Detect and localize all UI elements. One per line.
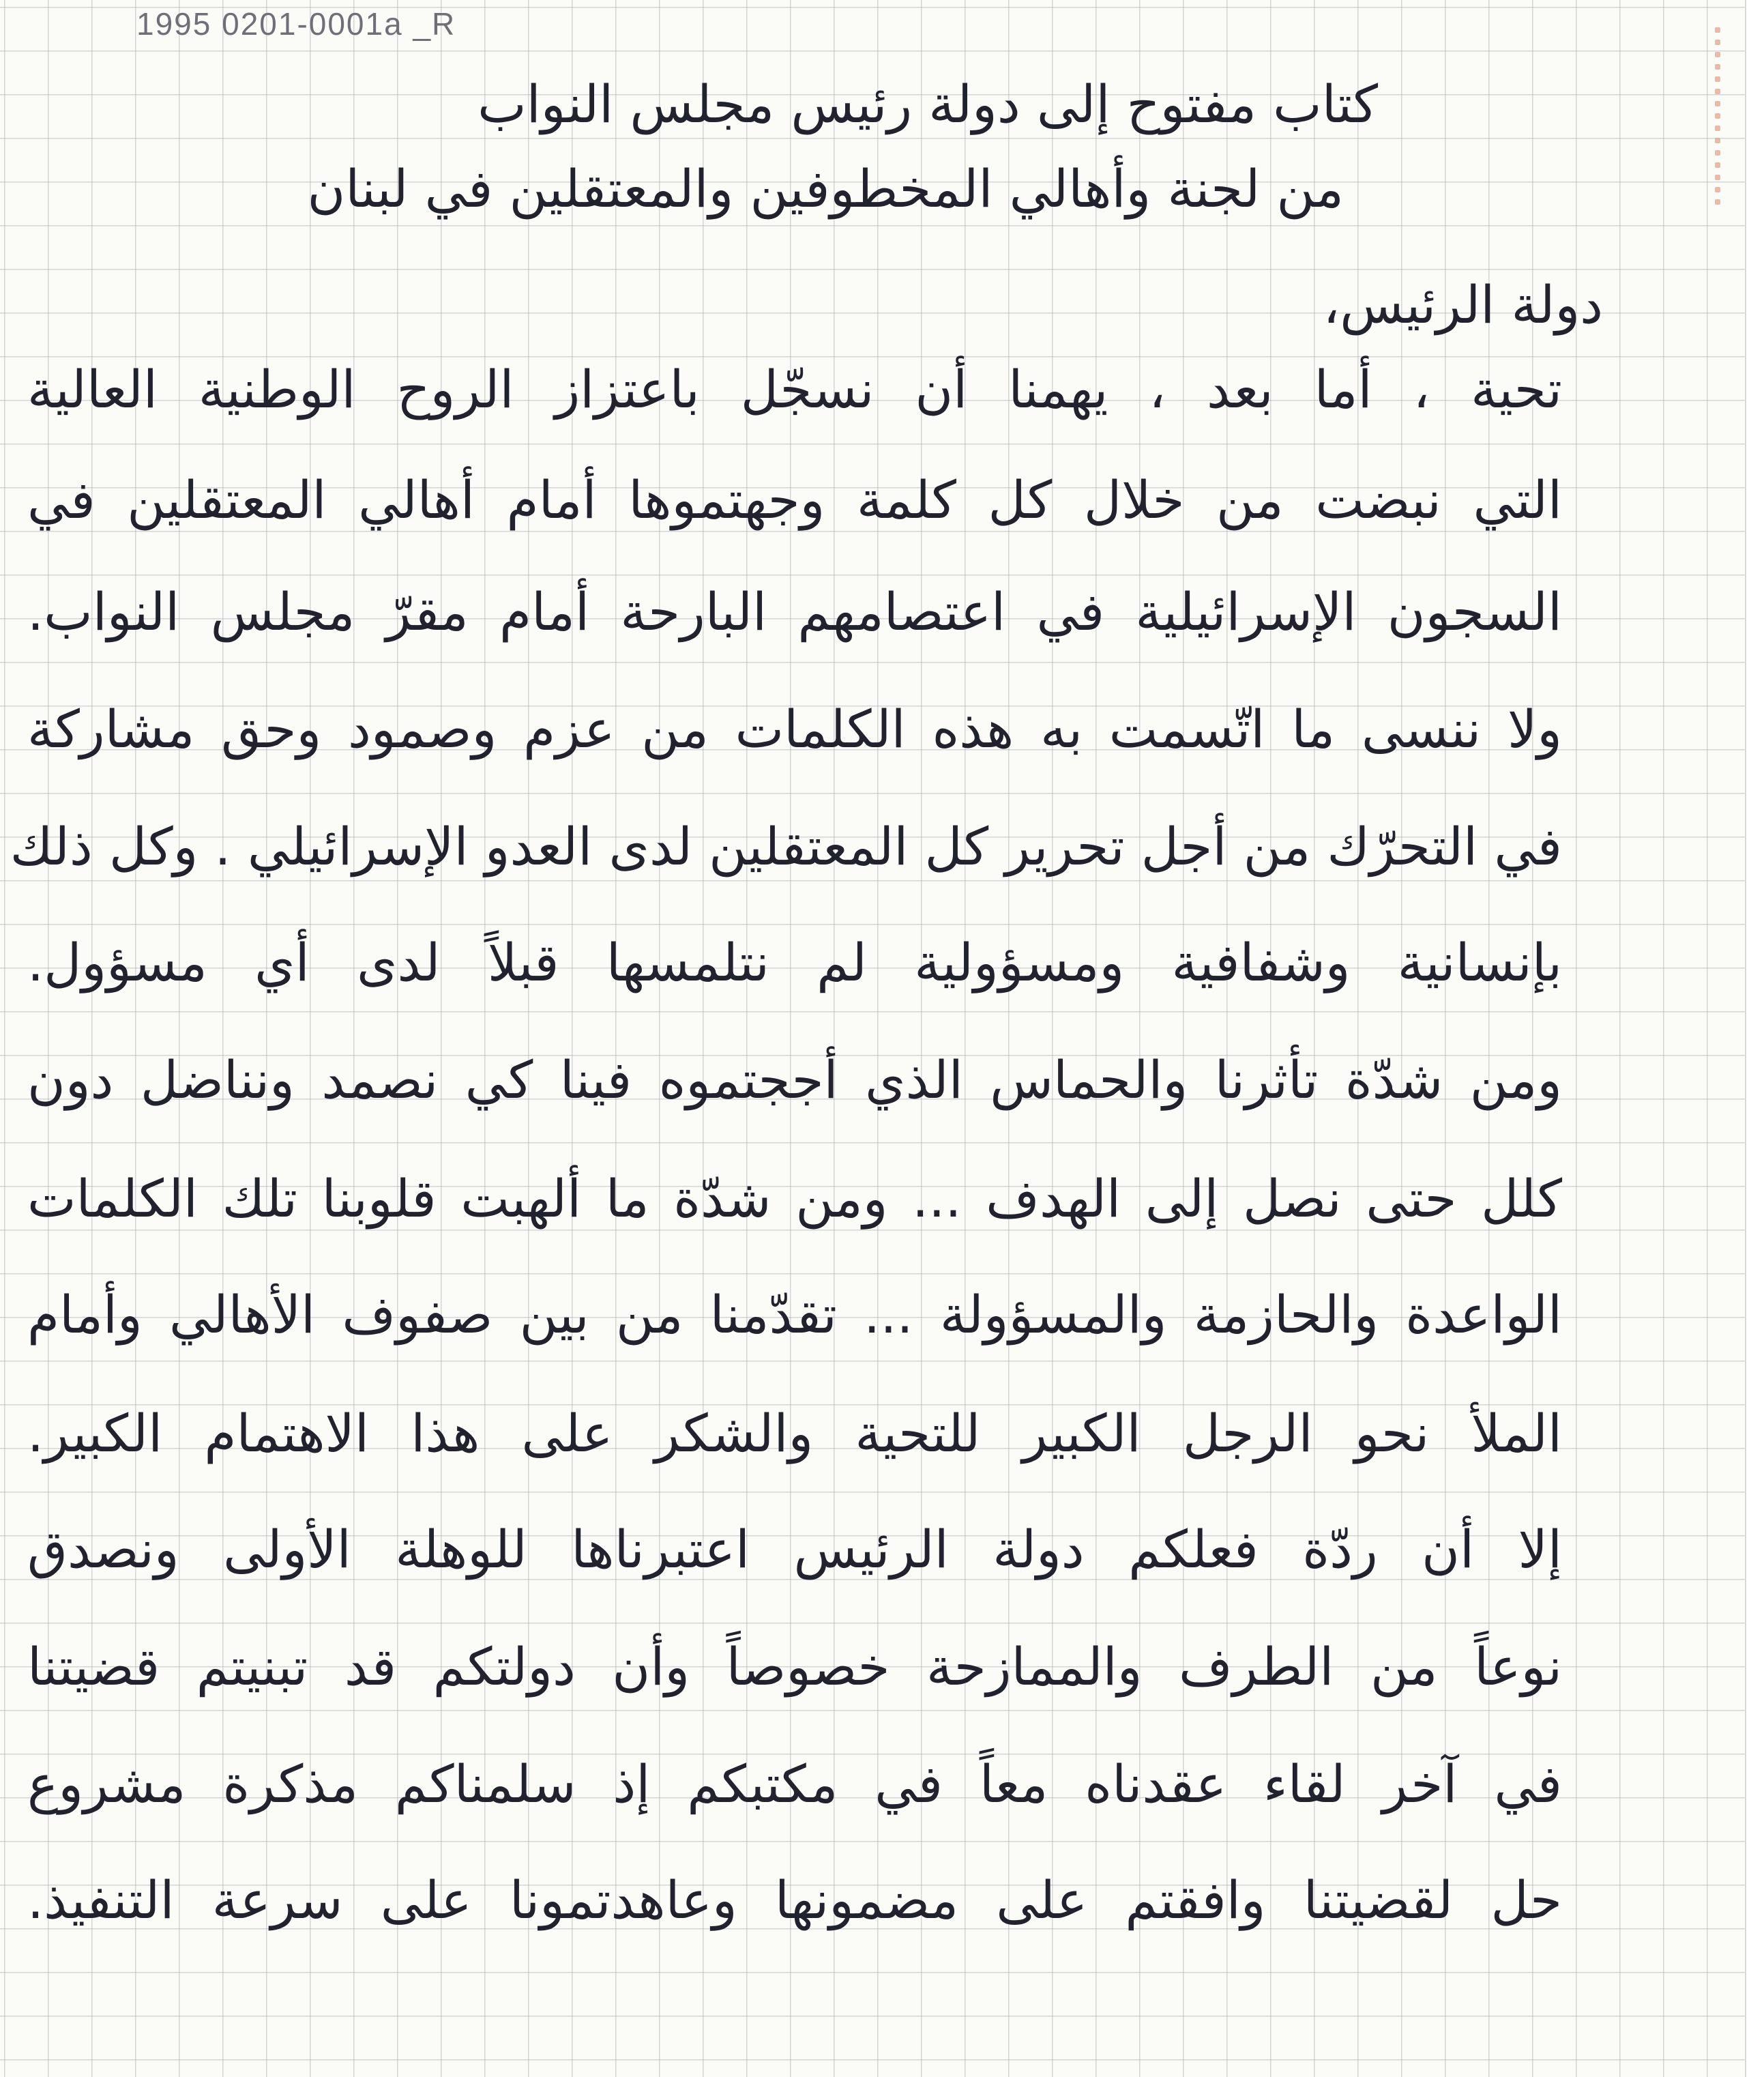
- letter-body-line: ولا ننسى ما اتّسمت به هذه الكلمات من عزم وصمود وحق مشاركة: [27, 699, 1562, 759]
- page-right-edge: [1745, 0, 1764, 2077]
- letter-body-line: حل لقضيتنا وافقتم على مضمونها وعاهدتمونا على سرعة التنفيذ.: [27, 1870, 1562, 1930]
- letter-body-line: في التحرّك من أجل تحرير كل المعتقلين لدى العدو الإسرائيلي . وكل ذلك: [10, 816, 1562, 877]
- letter-title-line: من لجنة وأهالي المخطوفين والمعتقلين في لبنان: [307, 158, 1344, 219]
- letter-body-line: بإنسانية وشفافية ومسؤولية لم نتلمسها قبلاً لدى أي مسؤول.: [27, 932, 1562, 993]
- letter-body-line: إلا أن ردّة فعلكم دولة الرئيس اعتبرناها للوهلة الأولى ونصدق: [27, 1519, 1562, 1580]
- letter-body-line: التي نبضت من خلال كل كلمة وجهتموها أمام أهالي المعتقلين في: [27, 469, 1562, 530]
- letter-body-line: في آخر لقاء عقدناه معاً في مكتبكم إذ سلمناكم مذكرة مشروع: [27, 1754, 1562, 1814]
- letter-body-line: ومن شدّة تأثرنا والحماس الذي أججتموه فينا كي نصمد ونناضل دون: [27, 1049, 1562, 1110]
- letter-body-line: السجون الإسرائيلية في اعتصامهم البارحة أمام مقرّ مجلس النواب.: [27, 581, 1562, 642]
- letter-title-line: كتاب مفتوح إلى دولة رئيس مجلس النواب: [477, 74, 1378, 134]
- page-edge-marks: [1715, 27, 1723, 205]
- reference-number: 1995 0201-0001a _R: [136, 6, 456, 42]
- letter-body-line: الملأ نحو الرجل الكبير للتحية والشكر على هذا الاهتمام الكبير.: [27, 1403, 1562, 1464]
- letter-salutation: دولة الرئيس،: [1323, 274, 1603, 335]
- letter-body-line: نوعاً من الطرف والممازحة خصوصاً وأن دولتكم قد تبنيتم قضيتنا: [27, 1636, 1562, 1697]
- letter-body-line: تحية ، أما بعد ، يهمنا أن نسجّل باعتزاز الروح الوطنية العالية: [27, 359, 1562, 420]
- letter-body-line: الواعدة والحازمة والمسؤولة ... تقدّمنا من بين صفوف الأهالي وأمام: [27, 1284, 1562, 1345]
- letter-body-line: كلل حتى نصل إلى الهدف ... ومن شدّة ما ألهبت قلوبنا تلك الكلمات: [27, 1168, 1562, 1229]
